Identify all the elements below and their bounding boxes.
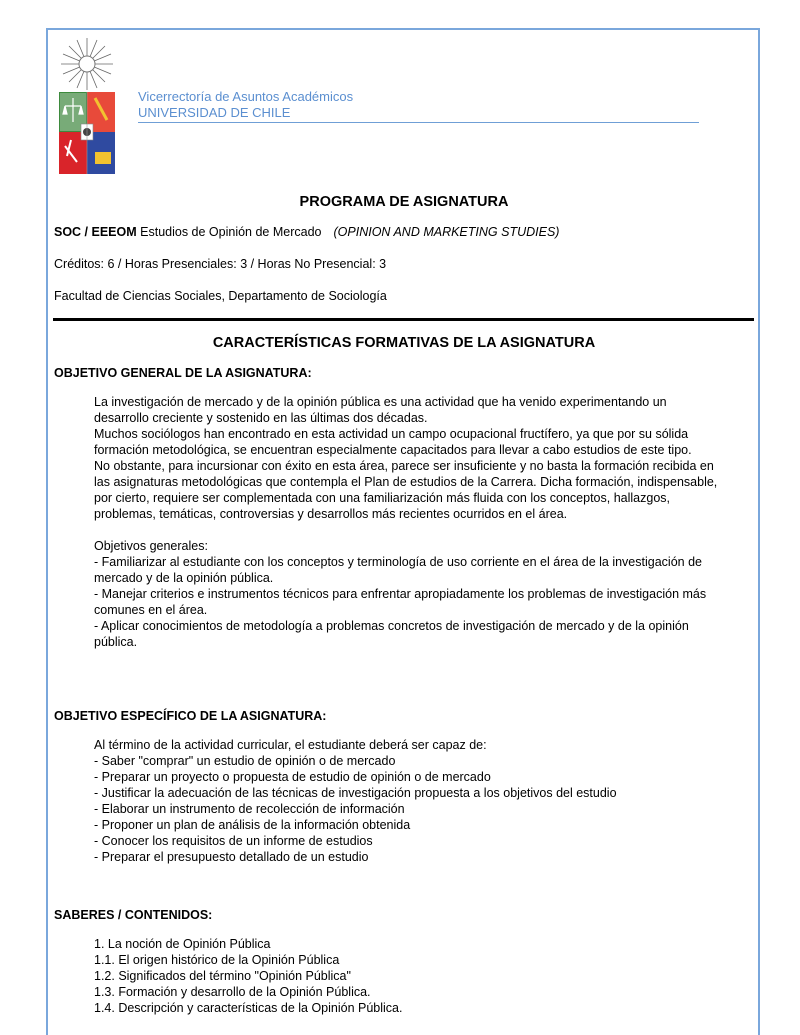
program-title: PROGRAMA DE ASIGNATURA [299,194,509,210]
saberes-body [94,936,719,1016]
objetivo-especifico-intro: Al término de la actividad curricular, el estudiante deberá ser capaz de: [94,738,487,752]
objetivo-especifico-item: - Justificar la adecuación de las técnicas de investigación propuesta a los objetivos del estudio [94,786,617,800]
saberes-item: 1.2. Significados del término "Opinión Pública" [94,969,351,983]
university-label: UNIVERSIDAD DE CHILE [138,105,291,120]
faculty-line: Facultad de Ciencias Sociales, Departamento de Sociología [54,289,387,303]
objetivos-label: Objetivos generales: [94,539,208,553]
vicerrectoria-label: Vicerrectoría de Asuntos Académicos [138,89,354,104]
objetivo-general-paragraph: Muchos sociólogos han encontrado en esta actividad un campo ocupacional fructífero, ya que por su sólida formación metodológica, se encuentran especialmente capacitados para llevar a cabo estudios de este tipo. [94,427,692,457]
objetivo-item: - Manejar criterios e instrumentos técnicos para enfrentar apropiadamente los problemas de investigación más comunes en el área. [94,587,707,617]
objetivo-especifico-heading: OBJETIVO ESPECÍFICO DE LA ASIGNATURA: [54,709,327,723]
course-code: SOC / EEEOM [54,225,137,239]
section-divider [53,318,754,321]
saberes-item: 1.4. Descripción y características de la Opinión Pública. [94,1001,403,1015]
section-title: CARACTERÍSTICAS FORMATIVAS DE LA ASIGNATURA [212,335,596,351]
institution-header [138,89,699,123]
credits-line: Créditos: 6 / Horas Presenciales: 3 / Horas No Presencial: 3 [54,257,387,271]
objetivo-especifico-item: - Elaborar un instrumento de recolección de información [94,802,405,816]
saberes-item: 1.3. Formación y desarrollo de la Opinión Pública. [94,985,371,999]
objetivo-item: - Aplicar conocimientos de metodología a problemas concretos de investigación de mercado y de la opinión pública. [94,619,689,649]
objetivo-especifico-item: - Preparar un proyecto o propuesta de estudio de opinión o de mercado [94,770,491,784]
objetivo-general-heading: OBJETIVO GENERAL DE LA ASIGNATURA: [54,366,312,380]
course-line [54,225,559,239]
objetivo-item: - Familiarizar al estudiante con los conceptos y terminología de uso corriente en el área de la investigación de mercado y de la opinión pública. [94,555,702,585]
course-name: Estudios de Opinión de Mercado [136,225,322,239]
objetivo-general-paragraph: La investigación de mercado y de la opinión pública es una actividad que ha venido experimentando un desarrollo creciente y sostenido en las últimas dos décadas. [94,395,667,425]
objetivo-especifico-item: - Preparar el presupuesto detallado de un estudio [94,850,369,864]
course-english-name: (OPINION AND MARKETING STUDIES) [333,225,560,239]
university-seal-logo [57,36,117,176]
saberes-heading: SABERES / CONTENIDOS: [54,908,213,922]
objetivo-especifico-item: - Conocer los requisitos de un informe de estudios [94,834,373,848]
saberes-item: 1.1. El origen histórico de la Opinión Pública [94,953,340,967]
objetivo-especifico-body [94,737,719,865]
saberes-item: 1. La noción de Opinión Pública [94,937,271,951]
objetivo-especifico-item: - Saber "comprar" un estudio de opinión o de mercado [94,754,396,768]
objetivo-general-paragraph: No obstante, para incursionar con éxito en esta área, parece ser insuficiente y no basta la formación recibida en las asignaturas metodológicas que contempla el Plan de estudios de la Carrera. Dicha formación, indispensable, por cierto, requiere ser complementada con una familiarización más fluida con los conceptos, hallazgos, problemas, temáticas, controversias y desarrollos más recientes ocurridos en el área. [94,459,718,521]
objetivo-general-body [94,394,719,650]
objetivo-especifico-item: - Proponer un plan de análisis de la información obtenida [94,818,411,832]
